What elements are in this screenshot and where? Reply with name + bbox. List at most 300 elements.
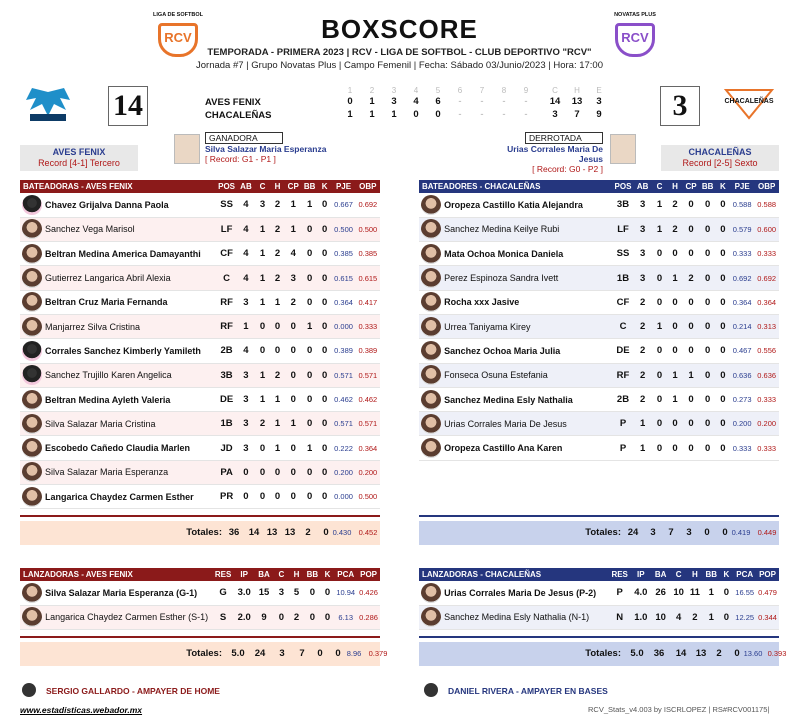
stat-cell: P	[613, 436, 634, 460]
player-name: Rocha xxx Jasive	[442, 290, 612, 314]
chacalenas-logo	[722, 88, 776, 124]
stat-cell: 0.571	[356, 412, 380, 436]
totals-label: Totales:	[585, 648, 621, 659]
stat-cell: 1B	[216, 412, 237, 436]
table-title: LANZADORAS - CHACALEÑAS	[419, 568, 609, 581]
avatar-icon	[421, 317, 441, 337]
stat-cell: 0.214	[730, 314, 755, 338]
avatar-icon	[22, 462, 42, 482]
stat-cell: 0	[652, 242, 667, 266]
stat-cell: 0.364	[356, 436, 380, 460]
stat-cell: 1	[301, 193, 317, 217]
player-name: Langarica Chaydez Carmen Esther	[43, 485, 216, 509]
stat-cell: 1	[255, 290, 270, 314]
stat-cell: 0	[716, 412, 730, 436]
stat-cell: RF	[216, 290, 237, 314]
stat-cell: 0	[255, 339, 270, 363]
stat-cell: 0.344	[756, 605, 779, 629]
stat-cell: 4	[237, 266, 255, 290]
stat-cell: 0.273	[730, 387, 755, 411]
stat-cell: 1	[683, 363, 700, 387]
player-avatar	[20, 266, 43, 290]
avatar-icon	[22, 583, 42, 603]
stat-cell: 0	[318, 217, 332, 241]
stat-cell: 3	[633, 193, 651, 217]
stat-cell: 0.692	[754, 266, 779, 290]
home-pit-separator	[419, 636, 779, 638]
stat-cell: 1	[255, 266, 270, 290]
table-row[interactable]	[419, 581, 779, 605]
inning-header: E	[596, 86, 602, 95]
inning-header: 4	[413, 86, 419, 95]
column-header: BA	[254, 568, 274, 581]
player-avatar	[419, 193, 442, 217]
home-bat-separator	[419, 515, 779, 517]
table-row[interactable]	[20, 266, 380, 290]
stat-cell: 0	[699, 363, 716, 387]
home-team-label	[661, 145, 779, 171]
stat-cell: 0	[683, 290, 700, 314]
column-header: K	[321, 568, 335, 581]
stat-cell: 0.667	[331, 193, 355, 217]
stat-cell: 0.426	[357, 581, 380, 605]
home-batting-totals	[419, 521, 779, 545]
stat-cell: 0	[683, 387, 700, 411]
table-row[interactable]	[20, 290, 380, 314]
stat-cell: 2	[667, 193, 682, 217]
player-avatar	[20, 460, 43, 484]
stat-cell: 0	[699, 339, 716, 363]
stat-cell: 0.200	[331, 460, 355, 484]
player-name: Beltran Medina America Damayanthi	[43, 242, 216, 266]
stat-cell: 0	[270, 339, 285, 363]
stat-cell: 0	[716, 217, 730, 241]
player-name: Oropeza Castillo Ana Karen	[442, 436, 612, 460]
stat-cell: 0	[285, 363, 301, 387]
column-header: BB	[304, 568, 321, 581]
winning-pitcher-record: [ Record: G1 - P1 ]	[205, 154, 276, 164]
player-avatar	[20, 242, 43, 266]
stat-cell: 0	[683, 436, 700, 460]
player-avatar	[419, 581, 442, 605]
right-league-caption: NOVATAS PLUS	[614, 12, 656, 18]
stat-cell: 4	[237, 339, 255, 363]
table-row[interactable]	[20, 314, 380, 338]
column-header: POP	[756, 568, 779, 581]
linescore-cell: 1	[369, 109, 375, 120]
away-team-label	[20, 145, 138, 171]
stat-cell: 0	[716, 290, 730, 314]
away-team-record: Record [4-1] Tercero	[38, 158, 120, 168]
stat-cell: 0	[652, 266, 667, 290]
stat-cell: 1	[285, 412, 301, 436]
player-name: Chavez Grijalva Danna Paola	[43, 193, 216, 217]
stat-cell: 0	[716, 363, 730, 387]
stat-cell: 0	[285, 436, 301, 460]
stat-cell: 0.313	[754, 314, 779, 338]
stat-cell: SS	[613, 242, 634, 266]
umpire-home-icon	[22, 683, 36, 697]
stat-cell: 4	[285, 242, 301, 266]
player-avatar	[20, 605, 43, 629]
away-runs-box: 14	[108, 86, 148, 126]
column-header: IP	[234, 568, 254, 581]
stat-cell: 1	[255, 363, 270, 387]
stat-cell: 26	[651, 581, 671, 605]
column-header: PCA	[334, 568, 357, 581]
linescore-cell: 9	[596, 109, 602, 120]
stat-cell: 0	[652, 339, 667, 363]
stat-cell: 1	[652, 217, 667, 241]
avatar-icon	[421, 414, 441, 434]
player-name: Urrea Taniyama Kirey	[442, 314, 612, 338]
stat-cell: 2	[289, 605, 304, 629]
table-row[interactable]	[419, 412, 779, 436]
stat-cell: 0	[716, 193, 730, 217]
player-avatar	[419, 266, 442, 290]
stat-cell: 0	[667, 436, 682, 460]
table-title: BATEADORAS - AVES FENIX	[20, 180, 216, 193]
player-avatar	[20, 436, 43, 460]
stat-cell: 0	[304, 581, 321, 605]
stat-cell: 1B	[613, 266, 634, 290]
stat-cell: 0	[255, 314, 270, 338]
stat-cell: 0.600	[754, 217, 779, 241]
column-header: IP	[631, 568, 651, 581]
stat-cell: 0	[699, 290, 716, 314]
column-header: C	[274, 568, 289, 581]
avatar-icon	[22, 317, 42, 337]
player-avatar	[419, 605, 442, 629]
totals-label: Totales:	[186, 527, 222, 538]
column-header: PJE	[331, 180, 355, 193]
linescore-cell: -	[480, 109, 484, 120]
linescore-cell: 6	[435, 96, 441, 107]
column-header: POS	[613, 180, 634, 193]
avatar-icon	[421, 341, 441, 361]
stat-cell: 0	[301, 290, 317, 314]
stat-cell: 0	[237, 485, 255, 509]
table-row[interactable]	[20, 387, 380, 411]
stat-cell: 0.588	[730, 193, 755, 217]
stat-cell: 0.479	[756, 581, 779, 605]
column-header: K	[716, 180, 730, 193]
table-row[interactable]	[20, 242, 380, 266]
player-name: Sanchez Ochoa Maria Julia	[442, 339, 612, 363]
linescore-cell: 3	[552, 109, 558, 120]
stat-cell: 0.364	[754, 290, 779, 314]
stat-cell: 0.000	[331, 485, 355, 509]
stat-cell: C	[613, 314, 634, 338]
website-link[interactable]: www.estadisticas.webador.mx	[20, 705, 143, 715]
stat-cell: 2	[687, 605, 703, 629]
column-header: BB	[699, 180, 716, 193]
stat-cell: 3	[237, 412, 255, 436]
table-row[interactable]	[419, 266, 779, 290]
stat-cell: 2	[270, 242, 285, 266]
table-row[interactable]	[419, 242, 779, 266]
stat-cell: 1	[667, 363, 682, 387]
table-row[interactable]	[419, 363, 779, 387]
stat-cell: 0	[318, 290, 332, 314]
stat-cell: 4	[237, 193, 255, 217]
stat-cell: 0.462	[356, 387, 380, 411]
stat-cell: 0	[318, 436, 332, 460]
totals-value: 5.0	[630, 648, 644, 659]
inning-header: 9	[523, 86, 529, 95]
page-title: BOXSCORE	[321, 14, 478, 44]
column-header: K	[318, 180, 332, 193]
inning-header: 6	[457, 86, 463, 95]
stat-cell: 0	[255, 485, 270, 509]
column-header: AB	[237, 180, 255, 193]
stat-cell: 1.0	[631, 605, 651, 629]
home-batting-table	[419, 180, 779, 461]
stat-cell: 3	[237, 363, 255, 387]
stat-cell: 1	[652, 314, 667, 338]
linescore-cell: -	[502, 96, 506, 107]
column-header: C	[652, 180, 667, 193]
stat-cell: 0.571	[331, 363, 355, 387]
stat-cell: 2	[633, 339, 651, 363]
stat-cell: LF	[216, 217, 237, 241]
stat-cell: 3B	[613, 193, 634, 217]
stat-cell: 0	[683, 242, 700, 266]
column-header: K	[720, 568, 734, 581]
stat-cell: 0.467	[730, 339, 755, 363]
player-name: Silva Salazar Maria Esperanza (G-1)	[43, 581, 212, 605]
totals-value: 0.430	[332, 528, 352, 537]
stat-cell: 0.333	[754, 436, 779, 460]
stat-cell: 2	[683, 266, 700, 290]
stat-cell: 3.0	[234, 581, 254, 605]
table-row[interactable]	[20, 460, 380, 484]
linescore-cell: -	[458, 109, 462, 120]
stat-cell: 0.333	[730, 436, 755, 460]
avatar-icon	[421, 607, 441, 627]
player-avatar	[20, 581, 43, 605]
stat-cell: 0	[683, 314, 700, 338]
stat-cell: 2B	[613, 387, 634, 411]
stat-cell: 0.636	[754, 363, 779, 387]
stat-cell: 0	[699, 193, 716, 217]
column-header: PCA	[733, 568, 756, 581]
away-pit-separator	[20, 636, 380, 638]
player-name: Sanchez Vega Marisol	[43, 217, 216, 241]
table-row[interactable]	[20, 363, 380, 387]
stat-cell: 0	[652, 387, 667, 411]
away-batting-totals	[20, 521, 380, 545]
totals-value: 14	[675, 648, 687, 659]
stat-cell: 0	[285, 460, 301, 484]
totals-value: 36	[228, 527, 240, 538]
player-name: Perez Espinoza Sandra Ivett	[442, 266, 612, 290]
right-logo-text: RCV	[621, 30, 649, 45]
player-avatar	[419, 314, 442, 338]
linescore-cell: 14	[549, 96, 561, 107]
linescore-cell: 1	[391, 109, 397, 120]
linescore-cell: 0	[347, 96, 353, 107]
player-name: Silva Salazar Maria Cristina	[43, 412, 216, 436]
totals-value: 0.419	[731, 528, 751, 537]
stat-cell: 1	[667, 387, 682, 411]
table-row[interactable]	[419, 314, 779, 338]
player-avatar	[419, 242, 442, 266]
totals-value: 3	[686, 527, 692, 538]
table-header	[20, 568, 380, 581]
avatar-icon	[421, 268, 441, 288]
linescore-cell: 13	[571, 96, 583, 107]
table-row[interactable]	[20, 193, 380, 217]
table-row[interactable]	[419, 436, 779, 460]
player-avatar	[419, 339, 442, 363]
linescore-cell: 3	[596, 96, 602, 107]
stat-cell: 0	[301, 339, 317, 363]
stat-cell: 1	[633, 436, 651, 460]
stat-cell: 0.500	[356, 485, 380, 509]
totals-value: 7	[668, 527, 674, 538]
stat-cell: 0	[301, 412, 317, 436]
player-avatar	[20, 363, 43, 387]
inning-header: 3	[391, 86, 397, 95]
avatar-icon	[421, 244, 441, 264]
stat-cell: RF	[216, 314, 237, 338]
winning-label: GANADORA	[205, 132, 283, 144]
stat-cell: 0.222	[331, 436, 355, 460]
table-header	[419, 180, 779, 193]
stat-cell: 1	[703, 605, 720, 629]
linescore-cell: -	[524, 109, 528, 120]
stat-cell: 9	[254, 605, 274, 629]
stat-cell: 0	[304, 605, 321, 629]
stat-cell: 1	[255, 242, 270, 266]
stat-cell: 1	[301, 314, 317, 338]
stat-cell: 0	[318, 314, 332, 338]
column-header: C	[255, 180, 270, 193]
stat-cell: 0	[716, 436, 730, 460]
stat-cell: 0	[285, 387, 301, 411]
stat-cell: 2	[270, 266, 285, 290]
stat-cell: 0	[255, 436, 270, 460]
stat-cell: 0.588	[754, 193, 779, 217]
stat-cell: 1	[270, 436, 285, 460]
stat-cell: 0	[321, 581, 335, 605]
table-row[interactable]	[20, 217, 380, 241]
table-row[interactable]	[419, 217, 779, 241]
stat-cell: 1	[667, 266, 682, 290]
inning-header: 1	[347, 86, 353, 95]
stat-cell: 0	[652, 412, 667, 436]
linescore-cell: 3	[391, 96, 397, 107]
totals-value: 14	[248, 527, 260, 538]
table-row[interactable]	[20, 605, 380, 629]
stat-cell: 0	[652, 436, 667, 460]
stat-cell: 2	[633, 290, 651, 314]
table-header	[419, 568, 779, 581]
losing-label: DERROTADA	[525, 132, 603, 144]
table-row[interactable]	[419, 339, 779, 363]
linescore-cell: 0	[413, 109, 419, 120]
inning-header: H	[574, 86, 580, 95]
stat-cell: 0	[285, 339, 301, 363]
stat-cell: 0.615	[356, 266, 380, 290]
table-row[interactable]	[419, 193, 779, 217]
aves-fenix-logo	[22, 86, 74, 124]
player-avatar	[20, 217, 43, 241]
player-avatar	[20, 412, 43, 436]
table-row[interactable]	[419, 290, 779, 314]
stat-cell: 0	[274, 605, 289, 629]
chacalenas-logo-text: CHACALEÑAS	[724, 98, 774, 105]
stat-cell: 4.0	[631, 581, 651, 605]
totals-value: 13	[284, 527, 296, 538]
stat-cell: 0.286	[357, 605, 380, 629]
linescore-team-home: CHACALEÑAS	[205, 110, 272, 121]
player-name: Langarica Chaydez Carmen Esther (S-1)	[43, 605, 212, 629]
player-name: Sanchez Medina Esly Nathalia (N-1)	[442, 605, 608, 629]
stat-cell: 0	[270, 485, 285, 509]
stat-cell: 0	[667, 339, 682, 363]
stat-cell: 0	[318, 193, 332, 217]
player-name: Beltran Medina Ayleth Valeria	[43, 387, 216, 411]
totals-value: 2	[716, 648, 722, 659]
stat-cell: DE	[613, 339, 634, 363]
totals-value: 0.449	[757, 528, 777, 537]
stat-cell: 1	[633, 412, 651, 436]
table-row[interactable]	[20, 485, 380, 509]
stat-cell: N	[609, 605, 631, 629]
stat-cell: 2	[633, 387, 651, 411]
stat-cell: 0	[667, 412, 682, 436]
avatar-icon	[22, 438, 42, 458]
column-header: RES	[212, 568, 234, 581]
avatar-icon	[421, 219, 441, 239]
stat-cell: S	[212, 605, 234, 629]
losing-pitcher-photo	[610, 134, 636, 164]
stat-cell: 1	[237, 314, 255, 338]
column-header: AB	[633, 180, 651, 193]
table-row[interactable]	[419, 387, 779, 411]
table-row[interactable]	[20, 581, 380, 605]
table-row[interactable]	[419, 605, 779, 629]
totals-value: 0	[722, 527, 728, 538]
stat-cell: LF	[613, 217, 634, 241]
stat-cell: 15	[254, 581, 274, 605]
player-name: Escobedo Cañedo Claudia Marlen	[43, 436, 216, 460]
stat-cell: 0.571	[331, 412, 355, 436]
stat-cell: 0	[301, 242, 317, 266]
avatar-icon	[22, 390, 42, 410]
stat-cell: 0	[301, 485, 317, 509]
column-header: H	[687, 568, 703, 581]
stat-cell: 0	[318, 242, 332, 266]
stat-cell: 0	[318, 339, 332, 363]
table-row[interactable]	[20, 339, 380, 363]
stat-cell: 3	[633, 266, 651, 290]
player-avatar	[20, 485, 43, 509]
table-row[interactable]	[20, 412, 380, 436]
stat-cell: G	[212, 581, 234, 605]
column-header: POP	[357, 568, 380, 581]
away-team-name: AVES FENIX	[52, 147, 106, 157]
totals-value: 2	[305, 527, 311, 538]
stat-cell: 0.579	[730, 217, 755, 241]
table-row[interactable]	[20, 436, 380, 460]
linescore-team-away: AVES FENIX	[205, 97, 261, 108]
player-avatar	[20, 314, 43, 338]
stat-cell: 2	[667, 217, 682, 241]
stat-cell: 0	[683, 193, 700, 217]
